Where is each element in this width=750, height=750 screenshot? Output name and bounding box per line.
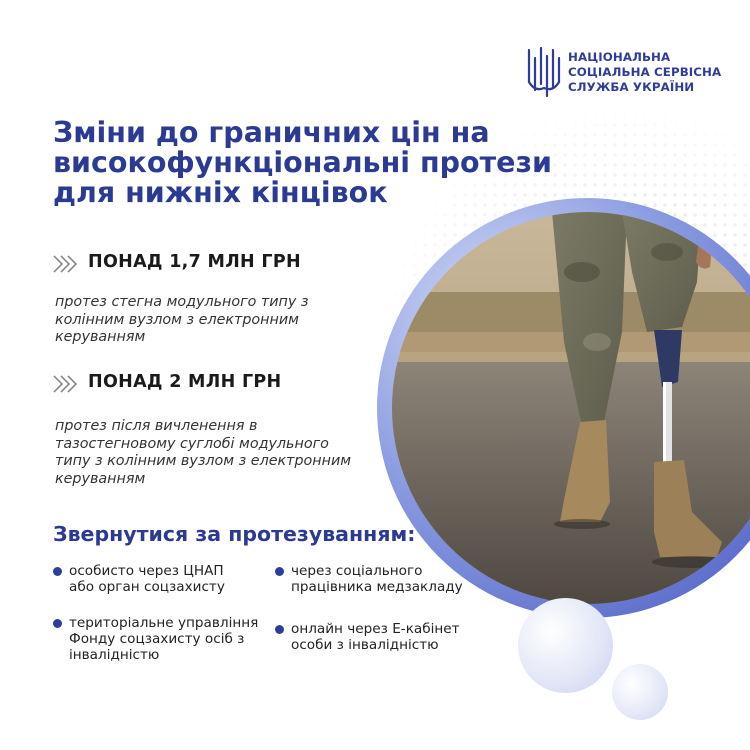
- double-chevron-icon: [50, 373, 80, 395]
- trident-emblem-icon: [525, 44, 563, 98]
- decor-bubble-large: [518, 598, 613, 693]
- amount-desc-1: протез стегна модульного типу з колінним вузлом з електронним керуванням: [55, 294, 309, 345]
- amount-label-1: ПОНАД 1,7 МЛН ГРН: [88, 252, 301, 272]
- bullet-dot-icon: [275, 567, 284, 576]
- decor-bubble-small: [612, 664, 668, 720]
- amount-label-2: ПОНАД 2 МЛН ГРН: [88, 372, 282, 392]
- double-chevron-icon: [50, 253, 80, 275]
- nssu-logo: [525, 42, 735, 102]
- bullet-dot-icon: [275, 625, 284, 634]
- logo-text: НАЦІОНАЛЬНА СОЦІАЛЬНА СЕРВІСНА СЛУЖБА УКРАЇНИ: [568, 50, 722, 94]
- bullet-dot-icon: [53, 619, 62, 628]
- amount-desc-2: протез після вичленення в тазостегновому суглобі модульного типу з колінним вузлом з електронним керуванням: [55, 418, 352, 487]
- contact-heading: Звернутися за протезуванням:: [53, 522, 416, 546]
- page-title: Зміни до граничних цін на високофункціональні протези для нижніх кінцівок: [53, 116, 553, 209]
- bullet-dot-icon: [53, 567, 62, 576]
